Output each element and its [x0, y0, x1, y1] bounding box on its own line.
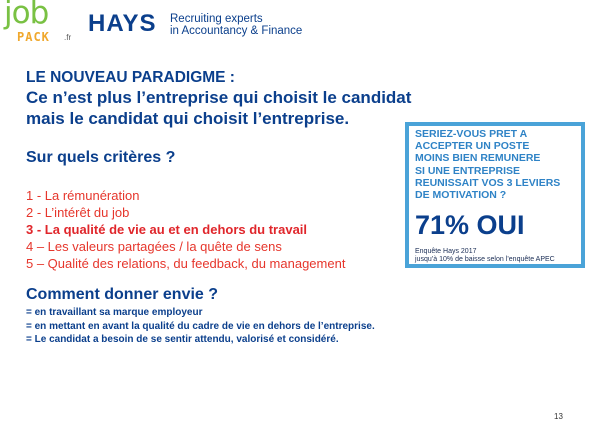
jobpack-logo-fr: .fr	[64, 33, 72, 42]
callout-question-line: MOINS BIEN REMUNERE	[415, 152, 541, 165]
jobpack-logo-pack: PACK	[17, 30, 50, 44]
heading-line-1: LE NOUVEAU PARADIGME :	[26, 69, 235, 86]
callout-stat: 71% OUI	[415, 210, 525, 240]
page-number: 13	[554, 412, 563, 421]
criteria-item-highlighted: 3 - La qualité de vie au et en dehors du travail	[26, 222, 308, 237]
envie-title: Comment donner envie ?	[26, 286, 219, 303]
envie-item: = en travaillant sa marque employeur	[26, 307, 203, 318]
hays-tagline-line2: in Accountancy & Finance	[170, 25, 303, 37]
criteria-title: Sur quels critères ?	[26, 149, 176, 166]
criteria-list	[26, 187, 345, 272]
hays-logo-wordmark: HAYS	[88, 10, 157, 37]
heading-line-2: Ce n’est plus l’entreprise qui choisit le candidat	[26, 88, 412, 107]
criteria-item: 1 - La rémunération	[26, 188, 140, 203]
hays-tagline-line1: Recruiting experts	[170, 13, 263, 25]
callout-question-line: REUNISSAIT VOS 3 LEVIERS	[415, 176, 561, 189]
callout-question-line: ACCEPTER UN POSTE	[415, 140, 530, 153]
callout-question-line: SI UNE ENTREPRISE	[415, 164, 521, 177]
jobpack-logo-job: job	[4, 0, 49, 31]
criteria-item: 5 – Qualité des relations, du feedback, du management	[26, 256, 346, 271]
callout-question	[415, 128, 560, 201]
slide-heading	[26, 69, 411, 129]
callout-question-line: SERIEZ-VOUS PRET A	[415, 128, 528, 140]
criteria-item: 2 - L’intérêt du job	[26, 205, 130, 220]
hays-tagline	[170, 13, 302, 37]
jobpack-logo	[4, 2, 76, 48]
envie-item: = Le candidat a besoin de se sentir attendu, valorisé et considéré.	[26, 334, 339, 345]
survey-callout-box	[405, 122, 585, 268]
heading-line-3: mais le candidat qui choisit l’entreprise.	[26, 109, 350, 128]
envie-item: = en mettant en avant la qualité du cadre de vie en dehors de l’entreprise.	[26, 320, 375, 332]
callout-source	[415, 248, 555, 264]
envie-list	[26, 306, 375, 347]
callout-question-line: DE MOTIVATION ?	[415, 189, 507, 202]
callout-source-line2: jusqu’à 10% de baisse selon l’enquête APEC	[415, 256, 555, 263]
criteria-item: 4 – Les valeurs partagées / la quête de sens	[26, 239, 282, 254]
callout-source-line1: Enquête Hays 2017	[415, 248, 477, 255]
